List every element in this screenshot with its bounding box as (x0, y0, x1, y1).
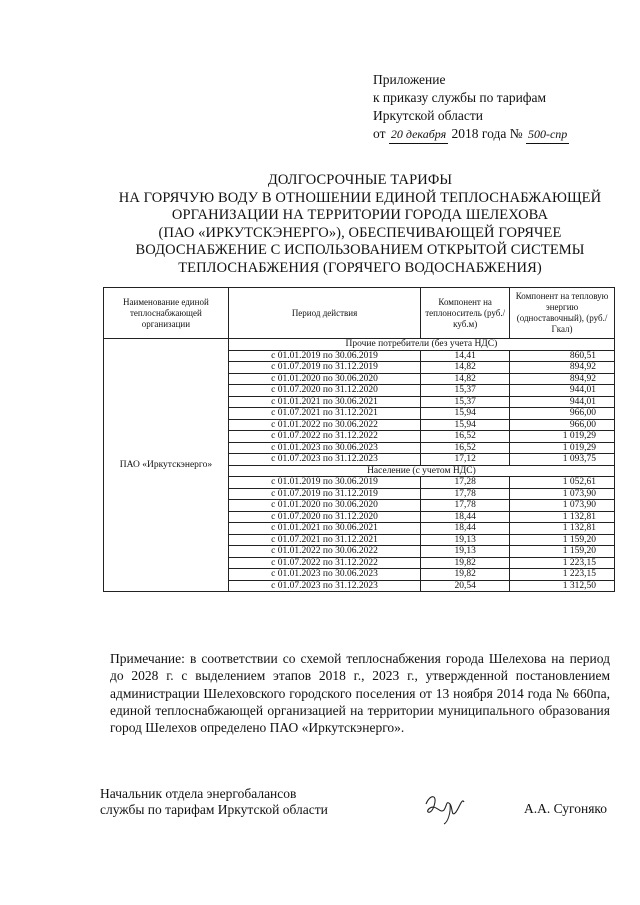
period-cell: с 01.01.2022 по 30.06.2022 (228, 419, 420, 431)
signer-position (100, 786, 328, 818)
signature-scribble (420, 790, 470, 826)
header-energy-component: Компонент на тепловую энергию (одноставочный), (руб./Гкал) (510, 288, 615, 339)
carrier-cell: 17,28 (421, 477, 510, 489)
energy-cell: 894,92 (510, 373, 615, 385)
appendix-date-line (373, 125, 569, 144)
energy-cell: 1 052,61 (510, 477, 615, 489)
carrier-cell: 19,82 (421, 569, 510, 581)
period-cell: с 01.01.2022 по 30.06.2022 (228, 546, 420, 558)
energy-cell: 1 132,81 (510, 523, 615, 535)
energy-cell: 1 132,81 (510, 511, 615, 523)
carrier-cell: 17,12 (421, 454, 510, 466)
carrier-cell: 14,41 (421, 350, 510, 362)
carrier-cell: 16,52 (421, 442, 510, 454)
date-suffix: 2018 года № (451, 126, 523, 141)
carrier-cell: 15,37 (421, 385, 510, 397)
period-cell: с 01.07.2021 по 31.12.2021 (228, 534, 420, 546)
energy-cell: 1 073,90 (510, 500, 615, 512)
energy-cell: 944,01 (510, 385, 615, 397)
energy-cell: 1 159,20 (510, 546, 615, 558)
appendix-header (373, 71, 569, 144)
energy-cell: 1 019,29 (510, 431, 615, 443)
header-organization: Наименование единой теплоснабжающей организации (104, 288, 229, 339)
energy-cell: 1 093,75 (510, 454, 615, 466)
period-cell: с 01.07.2020 по 31.12.2020 (228, 385, 420, 397)
period-cell: с 01.01.2021 по 30.06.2021 (228, 396, 420, 408)
carrier-cell: 15,37 (421, 396, 510, 408)
carrier-cell: 20,54 (421, 580, 510, 592)
note-paragraph: Примечание: в соответствии со схемой теплоснабжения города Шелехова на период до 2028 г. с выделением этапов 2018 г., 2023 г., утвержденной постановлением администрации Шелеховского городского поселения от 13 ноября 2014 года № 660па, единой теплоснабжающей организацией на территории муниципального образования город Шелехов определено ПАО «Иркутскэнерго». (110, 651, 610, 736)
title-line: ВОДОСНАБЖЕНИЕ С ИСПОЛЬЗОВАНИЕМ ОТКРЫТОЙ СИСТЕМЫ (135, 242, 585, 258)
energy-cell: 1 159,20 (510, 534, 615, 546)
title-line: НА ГОРЯЧУЮ ВОДУ В ОТНОШЕНИИ ЕДИНОЙ ТЕПЛОСНАБЖАЮЩЕЙ (118, 189, 602, 206)
period-cell: с 01.07.2023 по 31.12.2023 (228, 580, 420, 592)
energy-cell: 966,00 (510, 408, 615, 420)
period-cell: с 01.07.2020 по 31.12.2020 (228, 511, 420, 523)
group-label: Прочие потребители (без учета НДС) (228, 339, 614, 351)
energy-cell: 1 223,15 (510, 569, 615, 581)
carrier-cell: 19,82 (421, 557, 510, 569)
energy-cell: 1 019,29 (510, 442, 615, 454)
appendix-line-2: к приказу службы по тарифам (373, 90, 547, 105)
carrier-cell: 15,94 (421, 419, 510, 431)
group-label: Население (с учетом НДС) (228, 465, 614, 477)
period-cell: с 01.01.2023 по 30.06.2023 (228, 569, 420, 581)
appendix-line-3: Иркутской области (373, 108, 484, 123)
energy-cell: 944,01 (510, 396, 615, 408)
period-cell: с 01.01.2023 по 30.06.2023 (228, 442, 420, 454)
period-cell: с 01.07.2023 по 31.12.2023 (228, 454, 420, 466)
period-cell: с 01.07.2019 по 31.12.2019 (228, 362, 420, 374)
header-period: Период действия (228, 288, 420, 339)
group-header-row (104, 339, 615, 351)
organization-cell: ПАО «Иркутскэнерго» (104, 339, 229, 592)
appendix-line-1: Приложение (373, 72, 446, 87)
period-cell: с 01.01.2019 по 30.06.2019 (228, 350, 420, 362)
period-cell: с 01.01.2021 по 30.06.2021 (228, 523, 420, 535)
carrier-cell: 18,44 (421, 523, 510, 535)
table-body (104, 339, 615, 592)
period-cell: с 01.01.2020 по 30.06.2020 (228, 500, 420, 512)
title-line: ДОЛГОСРОЧНЫЕ ТАРИФЫ (267, 172, 453, 188)
energy-cell: 894,92 (510, 362, 615, 374)
energy-cell: 860,51 (510, 350, 615, 362)
period-cell: с 01.07.2019 по 31.12.2019 (228, 488, 420, 500)
carrier-cell: 17,78 (421, 488, 510, 500)
signer-position-line-2: службы по тарифам Иркутской области (100, 802, 328, 817)
energy-cell: 1 073,90 (510, 488, 615, 500)
carrier-cell: 14,82 (421, 362, 510, 374)
carrier-cell: 14,82 (421, 373, 510, 385)
period-cell: с 01.07.2022 по 31.12.2022 (228, 557, 420, 569)
carrier-cell: 16,52 (421, 431, 510, 443)
period-cell: с 01.01.2019 по 30.06.2019 (228, 477, 420, 489)
title-line: ОРГАНИЗАЦИИ НА ТЕРРИТОРИИ ГОРОДА ШЕЛЕХОВА (171, 207, 549, 223)
carrier-cell: 19,13 (421, 534, 510, 546)
title-line: ТЕПЛОСНАБЖЕНИЯ (ГОРЯЧЕГО ВОДОСНАБЖЕНИЯ) (178, 259, 542, 276)
period-cell: с 01.07.2022 по 31.12.2022 (228, 431, 420, 443)
title-line: (ПАО «ИРКУТСКЭНЕРГО»), ОБЕСПЕЧИВАЮЩЕЙ ГОРЯЧЕЕ (158, 224, 562, 241)
header-carrier-component: Компонент на теплоноситель (руб./куб.м) (421, 288, 510, 339)
document-title (100, 172, 620, 277)
date-prefix: от (373, 126, 386, 141)
carrier-cell: 17,78 (421, 500, 510, 512)
carrier-cell: 18,44 (421, 511, 510, 523)
carrier-cell: 15,94 (421, 408, 510, 420)
period-cell: с 01.07.2021 по 31.12.2021 (228, 408, 420, 420)
signer-name: А.А. Сугоняко (524, 801, 608, 816)
carrier-cell: 19,13 (421, 546, 510, 558)
energy-cell: 1 312,50 (510, 580, 615, 592)
energy-cell: 1 223,15 (510, 557, 615, 569)
tariff-table (103, 287, 615, 592)
period-cell: с 01.01.2020 по 30.06.2020 (228, 373, 420, 385)
handwritten-order-number: 500-спр (526, 125, 569, 144)
energy-cell: 966,00 (510, 419, 615, 431)
signer-position-line-1: Начальник отдела энергобалансов (100, 786, 297, 801)
table-header-row (104, 288, 615, 339)
handwritten-signature (420, 790, 470, 831)
handwritten-date: 20 декабря (389, 125, 448, 144)
